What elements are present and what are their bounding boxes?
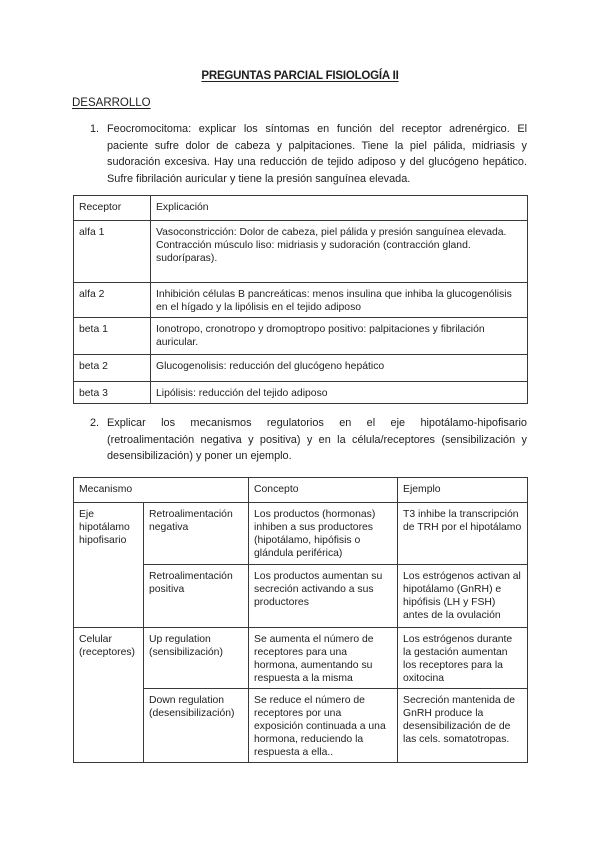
table-row (74, 628, 528, 689)
receptor-cell: beta 3 (74, 382, 151, 404)
explanation-cell (151, 283, 528, 318)
group-cell: Celular (receptores) (74, 628, 144, 763)
explanation-line: Glucogenolisis: reducción del glucógeno hepático (156, 361, 385, 372)
explanation-cell (151, 355, 528, 382)
question-text: Feocromocitoma: explicar los síntomas en función del receptor adrenérgico. El paciente sufre dolor de cabeza y palpitaciones. Tiene la piel pálida, midriasis y sudoración excesiva. Hay una reducción de tejido adiposo y del glucógeno hepático. Sufre fibrilación auricular y tiene la presión sanguínea elevada. (107, 123, 527, 185)
receptor-cell: beta 2 (74, 355, 151, 382)
header-cell: Mecanismo (74, 478, 249, 503)
question-2 (90, 415, 527, 465)
header-cell: Receptor (74, 196, 151, 221)
table-header-row (74, 478, 528, 503)
receptor-cell: alfa 1 (74, 221, 151, 283)
table-header-row (74, 196, 528, 221)
explanation-cell (151, 382, 528, 404)
question-number: 1. (90, 123, 100, 135)
explanation-line: Lipólisis: reducción del tejido adiposo (156, 388, 328, 399)
mechanism-cell: Down regulation (desensibilización) (144, 689, 249, 763)
page-title: PREGUNTAS PARCIAL FISIOLOGÍA II (201, 70, 399, 82)
section-heading: DESARROLLO (72, 97, 151, 109)
table-row (74, 503, 528, 565)
question-1 (90, 121, 527, 187)
table-row (74, 382, 528, 404)
concept-cell: Los productos (hormonas) inhiben a sus productores (hipotálamo, hipófisis o glándula periférica) (249, 503, 398, 565)
question-text: Explicar los mecanismos regulatorios en el eje hipotálamo-hipofisario (retroalimentación negativa y positiva) y en la célula/receptores (sensibilización y desensibilización) y poner un ejemplo. (107, 417, 527, 463)
table-row (74, 355, 528, 382)
concept-cell: Los productos aumentan su secreción activando a sus productores (249, 565, 398, 628)
explanation-line: Vasoconstricción: Dolor de cabeza, piel pálida y presión sanguínea elevada. (156, 227, 507, 238)
receptor-cell: alfa 2 (74, 283, 151, 318)
example-cell: Los estrógenos activan al hipotálamo (GnRH) e hipófisis (LH y FSH) antes de la ovulación (398, 565, 528, 628)
receptor-cell: beta 1 (74, 318, 151, 355)
concept-cell: Se reduce el número de receptores por una exposición continuada a una hormona, reduciendo la respuesta a ella.. (249, 689, 398, 763)
mechanism-table (73, 477, 528, 763)
example-cell: T3 inhibe la transcripción de TRH por el hipotálamo (398, 503, 528, 565)
explanation-line: Inhibición células B pancreáticas: menos insulina que inhiba la glucogenólisis en el hígado y la lipólisis en el tejido adiposo (156, 289, 512, 313)
mechanism-cell: Retroalimentación positiva (144, 565, 249, 628)
explanation-line: Ionotropo, cronotropo y dromoptropo positivo: palpitaciones y fibrilación auricular. (156, 324, 485, 348)
table-row (74, 318, 528, 355)
header-cell: Ejemplo (398, 478, 528, 503)
mechanism-cell: Retroalimentación negativa (144, 503, 249, 565)
example-cell: Secreción mantenida de GnRH produce la desensibilización de de las cels. somatotropas. (398, 689, 528, 763)
table-row (74, 221, 528, 283)
mechanism-cell: Up regulation (sensibilización) (144, 628, 249, 689)
table-row (74, 283, 528, 318)
header-cell: Concepto (249, 478, 398, 503)
receptor-table (73, 195, 528, 404)
explanation-cell (151, 318, 528, 355)
example-cell: Los estrógenos durante la gestación aumentan los receptores para la oxitocina (398, 628, 528, 689)
explanation-cell (151, 221, 528, 283)
group-cell: Eje hipotálamo hipofisario (74, 503, 144, 628)
concept-cell: Se aumenta el número de receptores para una hormona, aumentando su respuesta a la misma (249, 628, 398, 689)
header-cell: Explicación (151, 196, 528, 221)
question-number: 2. (90, 417, 100, 429)
explanation-line: Contracción músculo liso: midriasis y sudoración (contracción gland. sudoríparas). (156, 240, 471, 264)
